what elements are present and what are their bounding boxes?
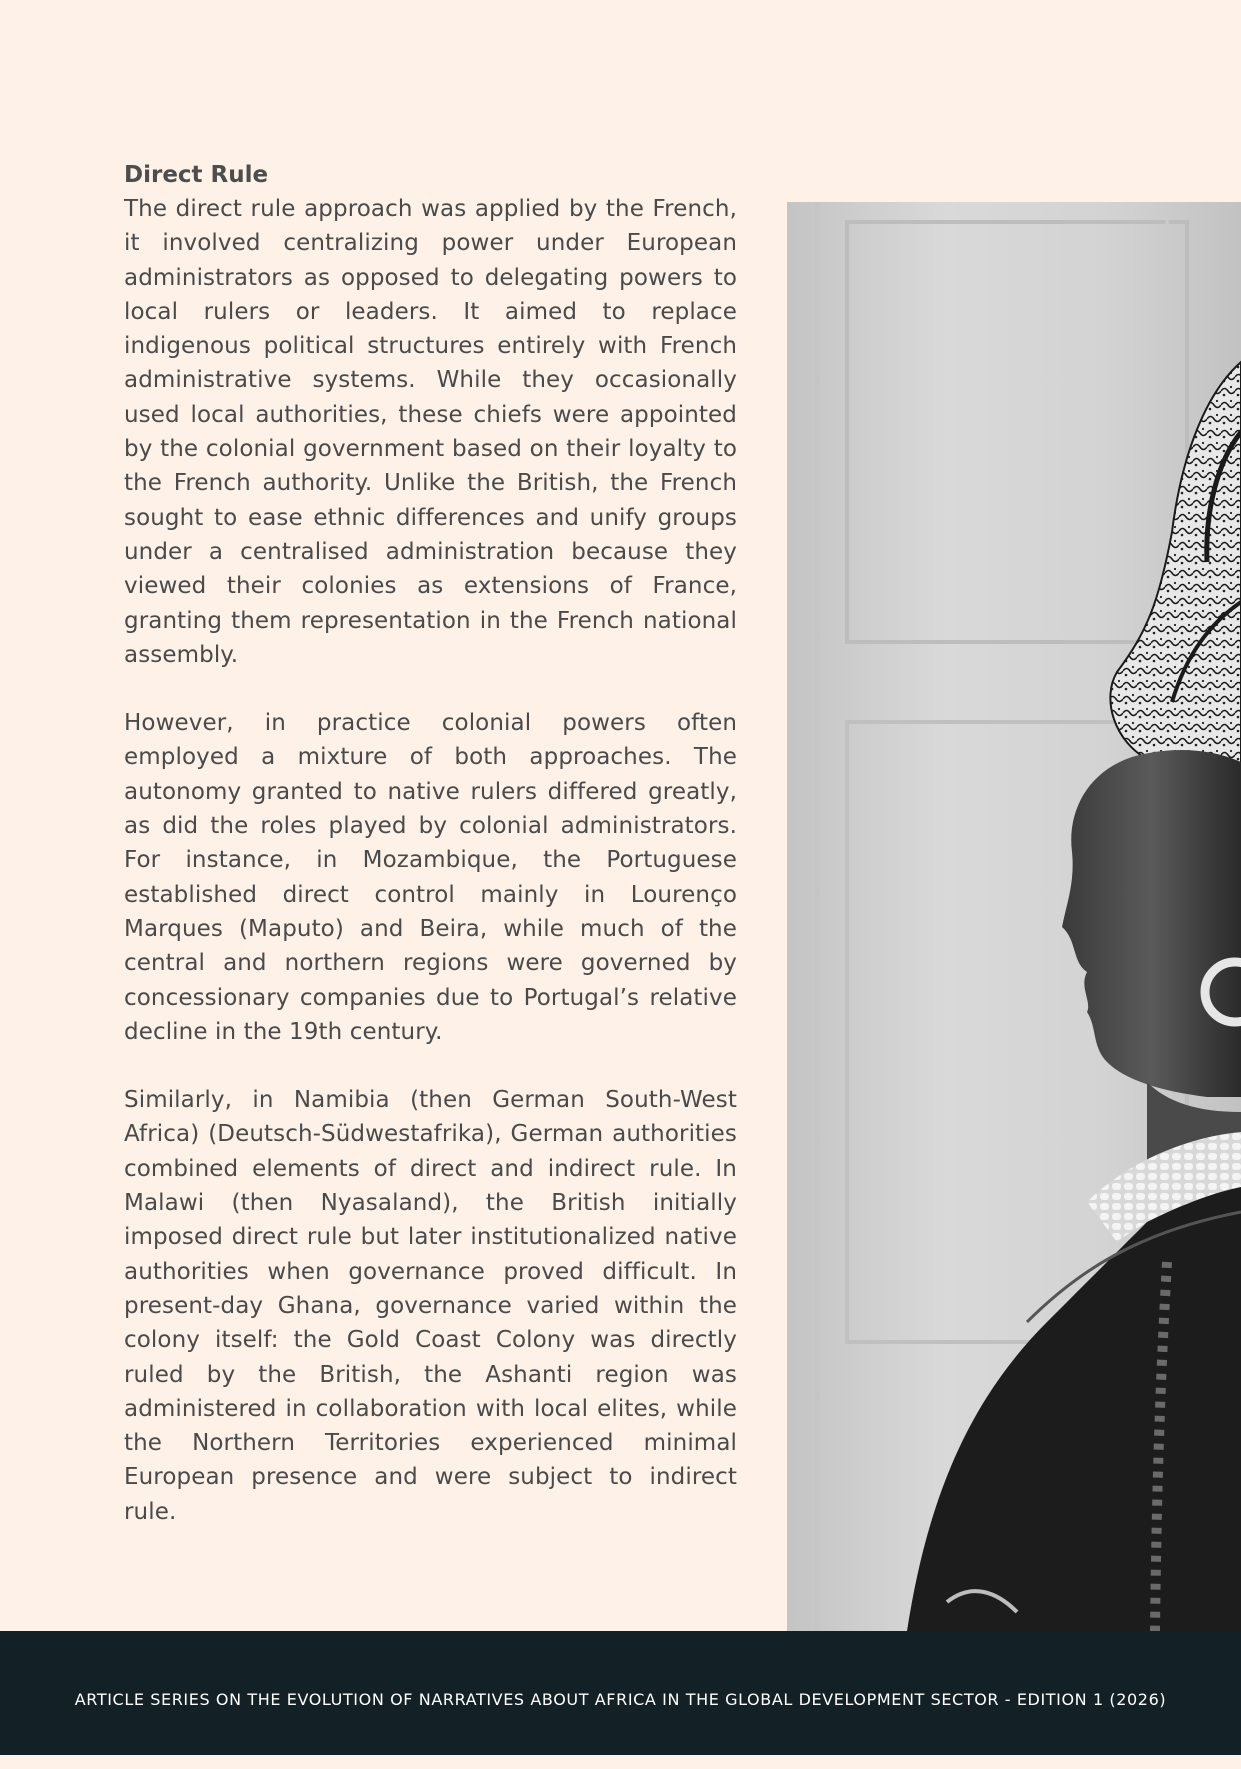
paragraph-direct-rule: The direct rule approach was applied by the French, it involved centralizing power under European administrators as opposed to delegating powers to local rulers or leaders. It aimed to replace indigenous political structures entirely with French administrative systems. While they occasionally used local authorities, these chiefs were appointed by the colonial government based on their loyalty to the French authority. Unlike the British, the French sought to ease ethnic differences and unify groups under a centralised administration because they viewed their colonies as extensions of France, granting them representation in the French national assembly. xyxy=(124,196,737,668)
section-heading: Direct Rule xyxy=(124,162,269,188)
paragraph-mixed-approaches: However, in practice colonial powers often employed a mixture of both approaches. The autonomy granted to native rulers differed greatly, as did the roles played by colonial administrators. For instance, in Mozambique, the Portuguese established direct control mainly in Lourenço Marques (Maputo) and Beira, while much of the central and northern regions were governed by concessionary companies due to Portugal’s relative decline in the 19th century. xyxy=(124,710,737,1045)
paragraph-regional-examples: Similarly, in Namibia (then German South-West Africa) (Deutsch-Südwestafrika), German authorities combined elements of direct and indirect rule. In Malawi (then Nyasaland), the British initially imposed direct rule but later institutionalized native authorities when governance proved difficult. In present-day Ghana, governance varied within the colony itself: the Gold Coast Colony was directly ruled by the British, the Ashanti region was administered in collaboration with local elites, while the Northern Territories experienced minimal European presence and were subject to indirect rule. xyxy=(124,1087,737,1525)
article-text-column xyxy=(124,158,737,1563)
portrait-illustration xyxy=(787,202,1241,1631)
footer-series-title: ARTICLE SERIES ON THE EVOLUTION OF NARRATIVES ABOUT AFRICA IN THE GLOBAL DEVELOPMENT SECTOR - EDITION 1 (2026) xyxy=(74,1690,1167,1709)
footer-bar xyxy=(0,1631,1241,1755)
portrait-photo xyxy=(787,202,1241,1631)
